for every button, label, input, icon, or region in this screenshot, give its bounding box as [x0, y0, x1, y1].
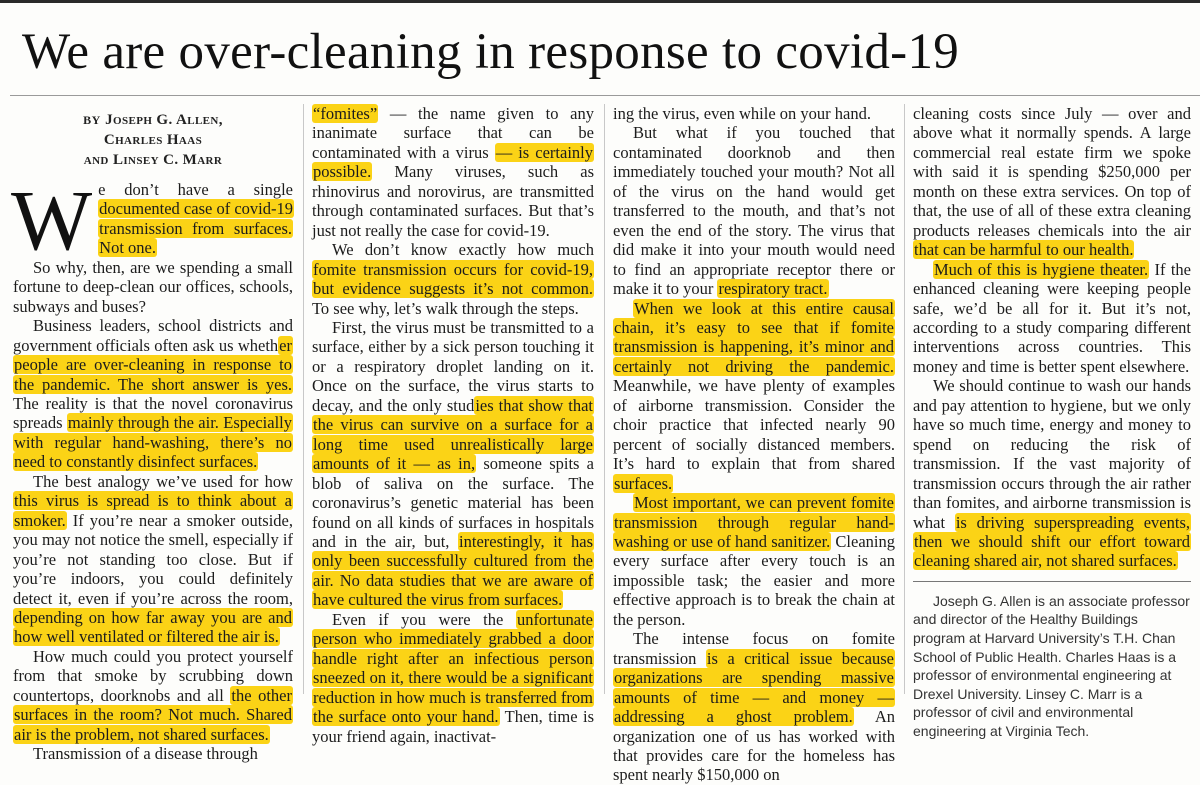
article-column-2 — [312, 104, 595, 746]
paragraph: Transmission of a disease through — [33, 744, 258, 764]
highlight: unfortunate person who immediately grabbed a door handle right after an infectious person sneezed on it, there would be a significant reduction in how much is transferred from the surface onto your hand. — [313, 609, 593, 727]
paragraph — [913, 104, 1191, 260]
paragraph — [312, 104, 594, 240]
text: Business leaders, school districts and government officials often ask us wheth — [13, 316, 293, 355]
highlight: mainly through the air. Especially with regular hand-washing, there’s no need to constantly disinfect surfaces. — [14, 413, 292, 472]
text: How much could you protect yourself from that smoke by scrubbing down countertops, doorknobs and all — [13, 646, 293, 705]
byline — [13, 110, 293, 170]
author-bio: Joseph G. Allen is an associate professor and director of the Healthy Buildings program at Harvard University’s T.H. Chan School of Public Health. Charles Haas is a professor of environmental engineering at Drexel University. Linsey C. Marr is a professor of civil and environmental engineering at Virginia Tech. — [913, 592, 1190, 740]
text: The intense focus on fomite transmission — [613, 629, 895, 668]
bio-divider — [913, 581, 1191, 582]
highlight: “fomites” — [313, 104, 378, 123]
headline: We are over-cleaning in response to covid-19 — [22, 24, 960, 80]
paragraph — [613, 493, 895, 629]
highlight: this virus is spread is to think about a smoker. — [14, 491, 292, 530]
text: Even if you were the — [332, 609, 516, 629]
article-column-4 — [913, 104, 1191, 740]
byline-author: Charles Haas — [103, 132, 203, 148]
highlight: fomite transmission occurs for covid-19, but evidence suggests it’s not common. — [313, 259, 593, 299]
text: But what if you touched that contaminated doorknob and then immediately touched your mouth? Not all of the virus on the hand would get transferred to the mouth, and that’s not even the end of the story. The virus that did make it into your mouth would need to find an appropriate receptor there or make it to your — [613, 123, 895, 299]
text: Meanwhile, we have plenty of examples of airborne transmission. Consider the choir practice that infected nearly 90 percent of socially distanced members. It’s hard to explain that from shared — [613, 376, 895, 474]
text: Many viruses, such as rhinovirus and norovirus, are transmitted through contaminated surfaces. But that’s just not really the case for covid-19. — [312, 162, 594, 240]
drop-cap: W — [11, 172, 93, 268]
byline-by: BY — [83, 113, 101, 127]
highlight: the other surfaces in the room? Not much. Shared air is the problem, not shared surfaces. — [14, 685, 293, 744]
text: The best analogy we’ve used for how — [33, 471, 293, 491]
column-divider — [904, 104, 905, 694]
text: We don’t know exactly how much — [332, 240, 594, 260]
highlight: documented case of covid-19 transmission from surfaces. Not one. — [99, 199, 293, 258]
paragraph — [913, 376, 1191, 571]
paragraph — [613, 299, 895, 494]
paragraph — [613, 123, 895, 298]
column-divider — [604, 104, 605, 694]
text: First, the virus must be transmitted to a surface, either by a sick person touching it or a respiratory droplet landing on it. Once on the surface, the virus starts to decay, and the only stud — [312, 317, 594, 415]
top-rule — [0, 0, 1200, 3]
text: Cleaning every surface after every touch is an impossible task; the easier and more effective approach is to break the chain at the person. — [613, 531, 895, 629]
byline-and: and — [83, 152, 109, 168]
text: An organization one of us has worked with that provides care for the homeless has spent nearly $150,000 on — [613, 707, 895, 785]
text: If you’re near a smoker outside, you may not notice the smell, especially if you’re not standing too close. But if you’re indoors, you could definitely detect it, even if you’re across the room, — [13, 510, 293, 608]
headline-rule — [10, 95, 1200, 96]
highlight: is a critical issue because organizations are spending massive amounts of time — and money — addressing a ghost problem. — [614, 648, 894, 727]
text: cleaning costs since July — over and above what it normally spends. A large commercial real estate firm we spoke with said it is spending $250,000 per month on these extra services. On top of that, the use of all of these extra cleaning products releases chemicals into the air — [913, 104, 1191, 240]
text: e don’t have a single — [98, 180, 293, 199]
text: To see why, let’s walk through the steps. — [312, 298, 579, 318]
paragraph — [613, 629, 895, 785]
highlight: er people are over-cleaning in response to the pandemic. The short answer is yes. — [14, 335, 292, 394]
text: someone spits a blob of saliva on the surface. The coronavirus’s genetic material has been found on all kinds of surfaces in hospitals and in the air, but, — [312, 454, 594, 551]
highlight: is driving superspreading events, then we should shift our effort toward cleaning shared air, not shared surfaces. — [914, 512, 1190, 571]
paragraph — [913, 260, 1191, 377]
paragraph — [13, 647, 293, 744]
text: Then, time is your friend again, inactivat- — [312, 707, 595, 746]
highlight: depending on how far away you are and how well ventilated or filtered the air is. — [14, 607, 292, 647]
text: — the name given to any inanimate surface that can be contaminated with a virus — [312, 104, 594, 162]
highlight: Much of this is hygiene theater. — [934, 259, 1149, 279]
paragraph — [11, 172, 293, 268]
highlight: — is certainly possible. — [313, 142, 593, 182]
paragraph — [13, 316, 293, 472]
article-column-1 — [11, 104, 293, 764]
highlight: When we look at this entire causal chain, it’s easy to see that if fomite transmission is happening, it’s minor and certainly not driving the pandemic. — [614, 298, 894, 376]
paragraph — [13, 472, 293, 647]
highlight: Most important, we can prevent fomite transmission through regular hand-washing or use of hand sanitizer. — [614, 493, 894, 551]
paragraph: So why, then, are we spending a small fortune to deep-clean our offices, schools, subways and buses? — [13, 257, 293, 316]
paragraph — [312, 240, 594, 318]
highlight: that can be harmful to our health. — [914, 240, 1134, 260]
text: We should continue to wash our hands and pay attention to hygiene, but we only have so much time, energy and money to spend on reducing the risk of transmission. If the vast majority of transmission occurs through the air rather than fomites, and airborne transmission is what — [913, 376, 1191, 532]
highlight: interestingly, it has only been successfully cultured from the air. No data studies that we are aware of have cultured the virus from surfaces. — [313, 531, 593, 610]
byline-author: Joseph G. Allen, — [105, 112, 223, 128]
article-column-3 — [613, 104, 895, 785]
byline-author: Linsey C. Marr — [112, 152, 223, 168]
paragraph — [312, 610, 594, 746]
highlight: ies that show that the virus can survive on a surface for a long time used unrealistically large amounts of it — as in, — [313, 395, 593, 474]
highlight: surfaces. — [614, 473, 673, 493]
paragraph: ing the virus, even while on your hand. — [613, 104, 871, 123]
paragraph — [312, 318, 594, 610]
text: The reality is that the novel coronavirus spreads — [13, 393, 293, 433]
column-divider — [303, 104, 304, 694]
text: If the enhanced cleaning were keeping people safe, we’d be all for it. But it’s not, according to a study comparing different interventions across countries. This money and time is better spent elsewhere. — [913, 259, 1191, 376]
highlight: respiratory tract. — [718, 279, 828, 299]
